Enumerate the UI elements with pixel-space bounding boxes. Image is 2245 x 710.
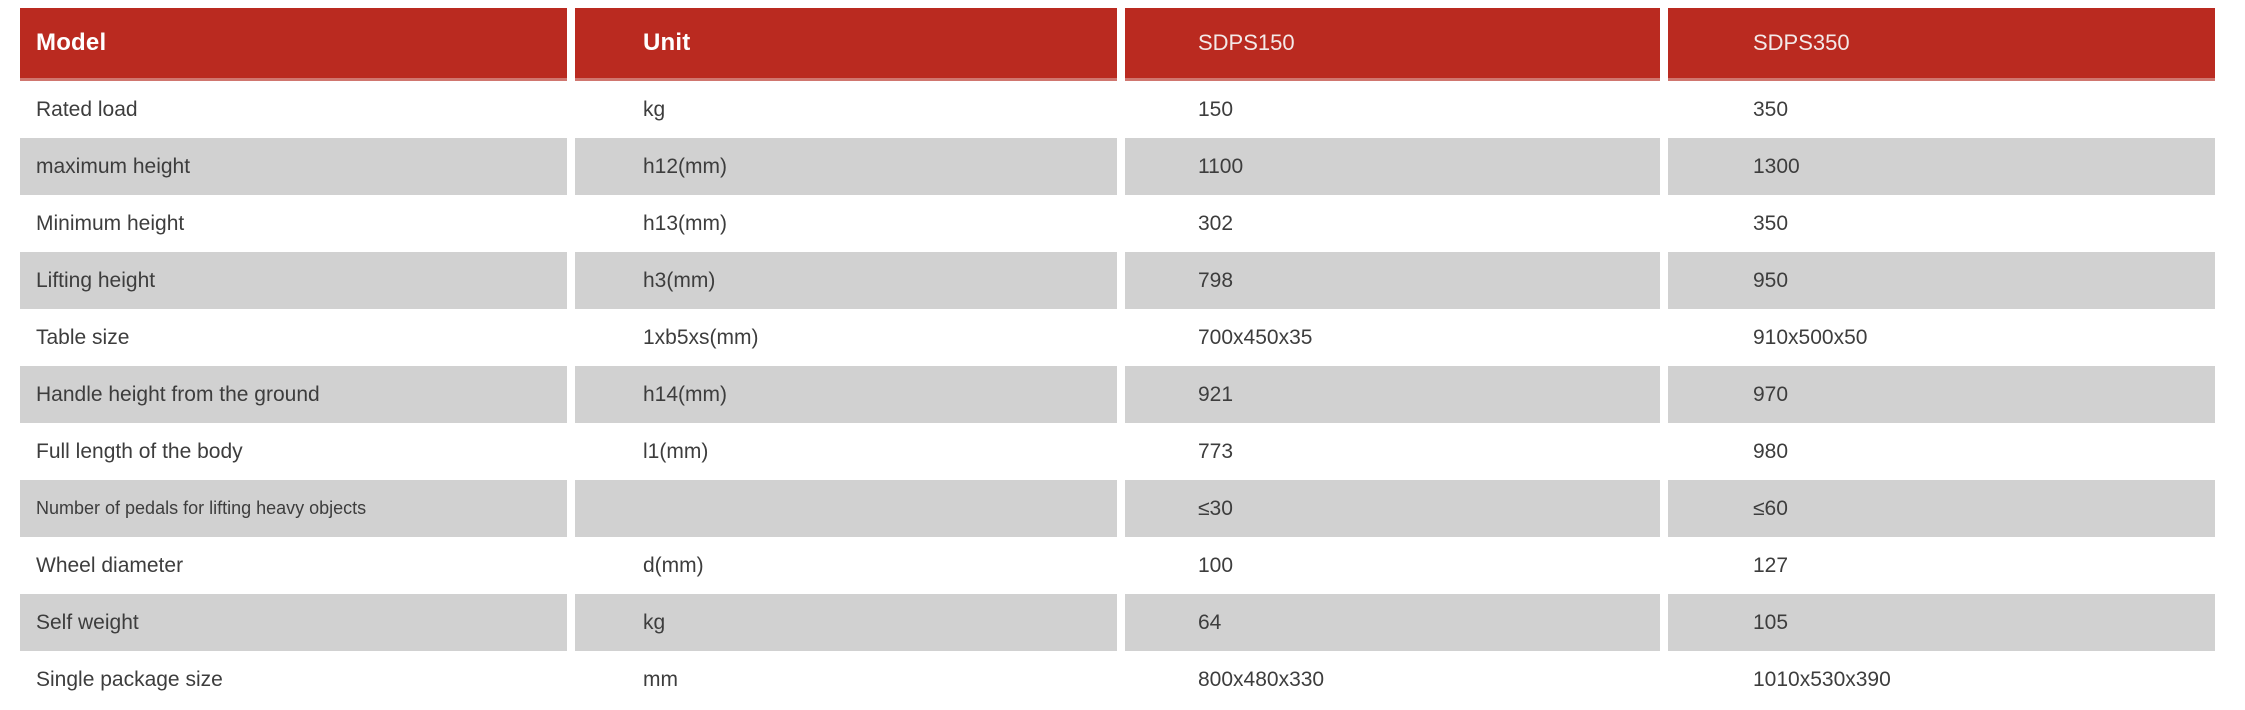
cell-model: Single package size [20,651,567,708]
table-row [20,651,2215,708]
table-row [20,366,2215,423]
cell-unit: h12(mm) [575,138,1117,195]
cell-sdps350-value: 1010x530x390 [1668,651,2215,708]
cell-unit: kg [575,594,1117,651]
cell-sdps150-value: 798 [1125,252,1660,309]
cell-sdps150-value: 100 [1125,537,1660,594]
cell-unit: l1(mm) [575,423,1117,480]
table-row [20,309,2215,366]
cell-sdps350-value: 127 [1668,537,2215,594]
cell-sdps350-value: 950 [1668,252,2215,309]
cell-unit: h14(mm) [575,366,1117,423]
cell-unit: mm [575,651,1117,708]
cell-sdps150-value: 773 [1125,423,1660,480]
cell-sdps150-value: 150 [1125,81,1660,138]
spec-table [20,8,2215,708]
cell-sdps350-value: 105 [1668,594,2215,651]
cell-model: Minimum height [20,195,567,252]
table-row [20,537,2215,594]
table-row [20,480,2215,537]
cell-model: Wheel diameter [20,537,567,594]
cell-sdps350-value: 980 [1668,423,2215,480]
cell-model: Lifting height [20,252,567,309]
table-row [20,252,2215,309]
cell-sdps350-value: 1300 [1668,138,2215,195]
table-row [20,81,2215,138]
header-cell-unit: Unit [575,8,1117,81]
cell-sdps150-value: 64 [1125,594,1660,651]
cell-unit: d(mm) [575,537,1117,594]
cell-sdps350-value: ≤60 [1668,480,2215,537]
cell-sdps150-value: ≤30 [1125,480,1660,537]
cell-sdps350-value: 350 [1668,195,2215,252]
cell-sdps150-value: 1100 [1125,138,1660,195]
cell-sdps350-value: 910x500x50 [1668,309,2215,366]
cell-model: Number of pedals for lifting heavy objects [20,480,567,537]
cell-unit: kg [575,81,1117,138]
table-row [20,195,2215,252]
table-body [20,81,2215,708]
cell-model: maximum height [20,138,567,195]
cell-model: Rated load [20,81,567,138]
cell-unit [575,480,1117,537]
table-row [20,423,2215,480]
cell-sdps150-value: 800x480x330 [1125,651,1660,708]
cell-sdps350-value: 970 [1668,366,2215,423]
header-cell-sdps350: SDPS350 [1668,8,2215,81]
cell-model: Handle height from the ground [20,366,567,423]
cell-model: Self weight [20,594,567,651]
table-row [20,138,2215,195]
cell-sdps150-value: 302 [1125,195,1660,252]
cell-sdps150-value: 921 [1125,366,1660,423]
cell-unit: 1xb5xs(mm) [575,309,1117,366]
table-row [20,594,2215,651]
cell-unit: h13(mm) [575,195,1117,252]
cell-unit: h3(mm) [575,252,1117,309]
cell-model: Full length of the body [20,423,567,480]
cell-sdps350-value: 350 [1668,81,2215,138]
cell-model: Table size [20,309,567,366]
cell-sdps150-value: 700x450x35 [1125,309,1660,366]
table-header-row [20,8,2215,81]
header-cell-sdps150: SDPS150 [1125,8,1660,81]
header-cell-model: Model [20,8,567,81]
